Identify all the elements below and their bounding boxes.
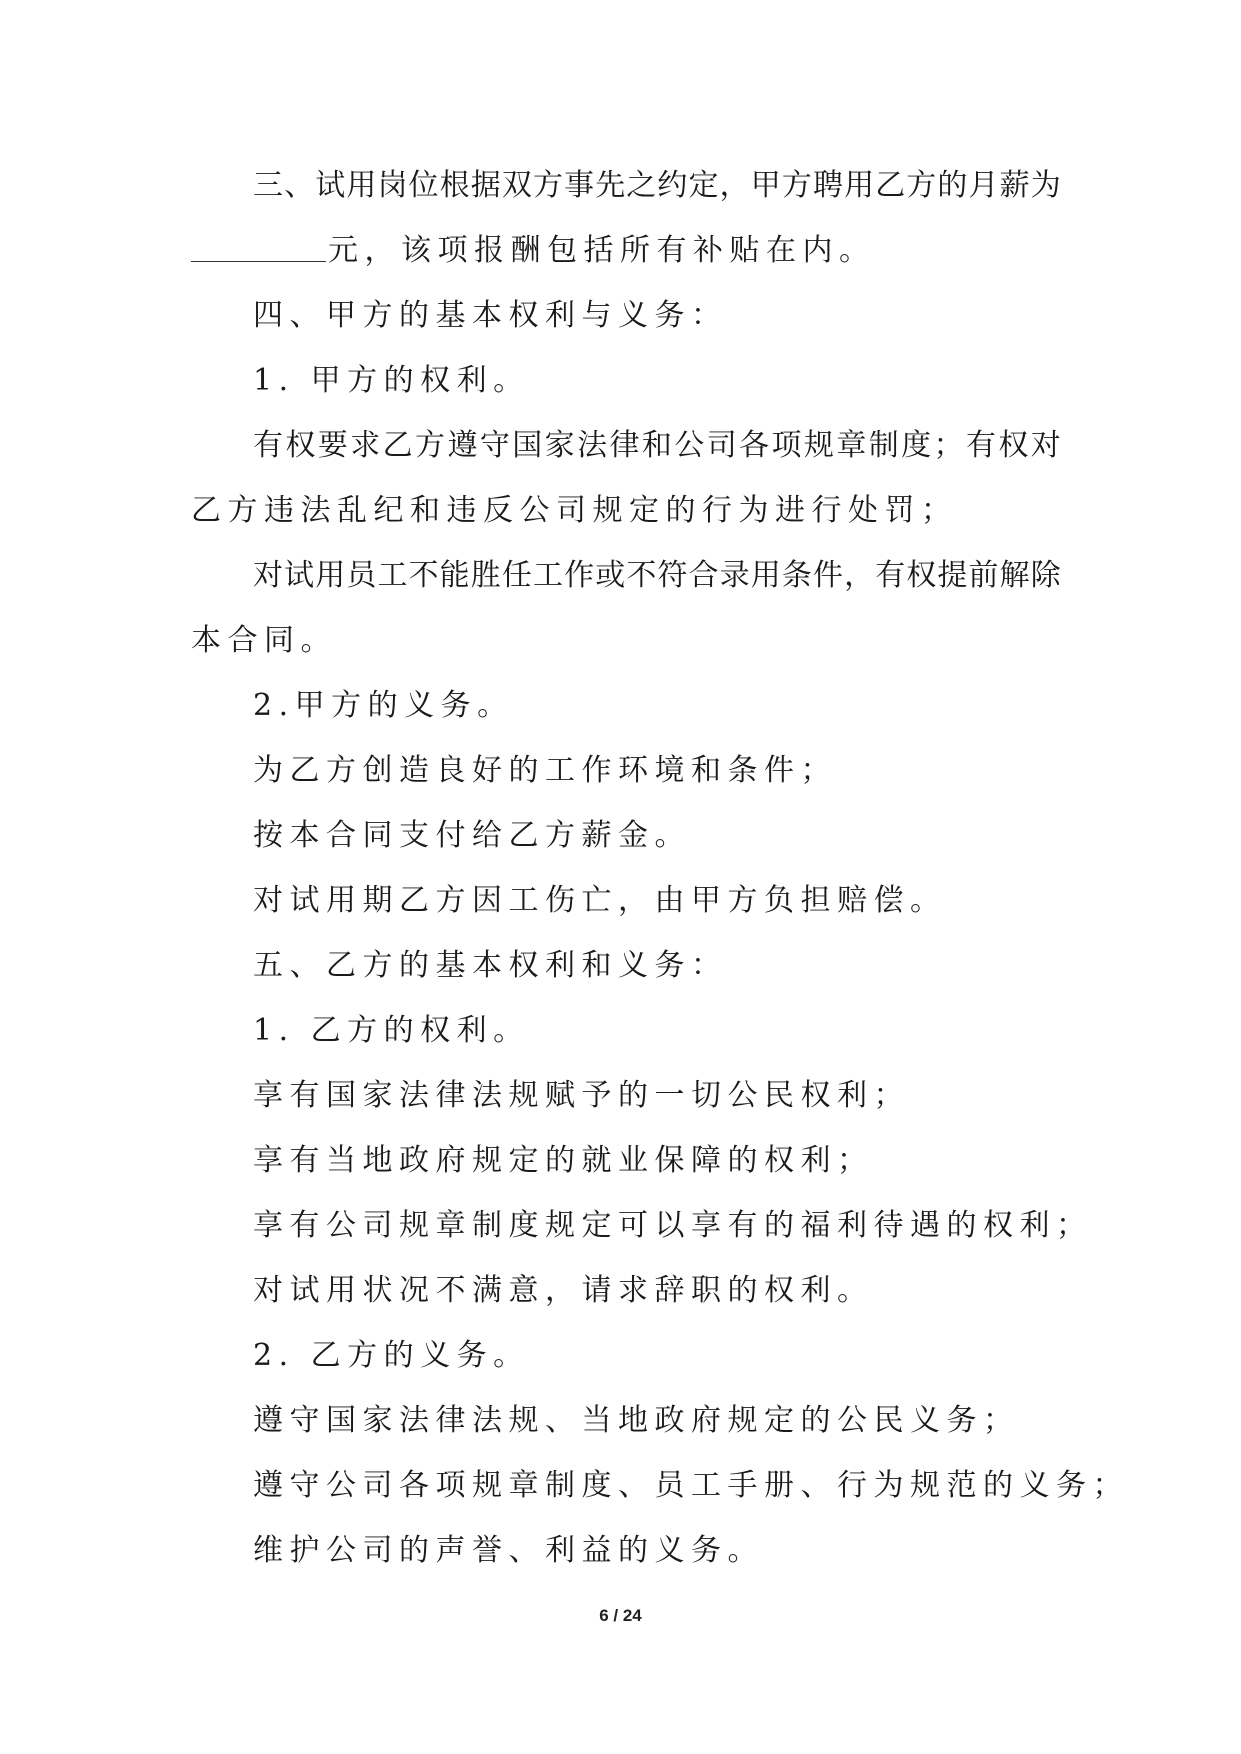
text-char: 用 — [346, 168, 377, 203]
text-char: 前 — [968, 558, 999, 593]
text-char: 双 — [501, 168, 532, 203]
list-item: 享有当地政府规定的就业保障的权利； — [253, 1143, 874, 1178]
text-char: 甲 — [750, 168, 781, 203]
text-char: 定 — [688, 168, 719, 203]
text-char: 条 — [781, 558, 812, 593]
subheading-party-a-duties: 2.甲方的义务。 — [253, 688, 514, 723]
text-char: 薪 — [999, 168, 1030, 203]
text-char: 月 — [968, 168, 999, 203]
text-char: 不 — [408, 558, 439, 593]
text-char: ； — [933, 428, 964, 463]
text-char: 为 — [1030, 168, 1061, 203]
text-char: 聘 — [812, 168, 843, 203]
paragraph-salary-line1 — [191, 153, 1061, 218]
paragraph-right-to-require-line1 — [191, 413, 1061, 478]
text-char: 工 — [532, 558, 563, 593]
list-item: 享有公司规章制度规定可以享有的福利待遇的权利； — [253, 1208, 1093, 1243]
subheading-party-b-duties: 2. 乙方的义务。 — [253, 1338, 530, 1373]
text-char: 要 — [317, 428, 348, 463]
text-char: 各 — [739, 428, 770, 463]
text-char: 合 — [688, 558, 719, 593]
list-item: 按本合同支付给乙方薪金。 — [253, 818, 691, 853]
text-char: 位 — [408, 168, 439, 203]
text-char: 和 — [641, 428, 672, 463]
subheading-party-b-rights: 1. 乙方的权利。 — [253, 1013, 530, 1048]
text-char: 用 — [315, 558, 346, 593]
text-char: 不 — [626, 558, 657, 593]
text-char: 对 — [253, 558, 283, 593]
text-char: 方 — [532, 168, 563, 203]
text-char: 制 — [868, 428, 899, 463]
text-char: 求 — [350, 428, 381, 463]
text-char: 方 — [906, 168, 937, 203]
text-char: 据 — [470, 168, 501, 203]
text-char: 试 — [315, 168, 346, 203]
list-item: 对试用状况不满意，请求辞职的权利。 — [253, 1273, 874, 1308]
text-char: 之 — [626, 168, 657, 203]
list-item: 为乙方创造良好的工作环境和条件； — [253, 753, 837, 788]
text-char: 约 — [657, 168, 688, 203]
text-char: 权 — [998, 428, 1029, 463]
list-item: 维护公司的声誉、利益的义务。 — [253, 1533, 764, 1568]
paragraph-salary-line2: 元，该项报酬包括所有补贴在内。 — [191, 218, 1061, 283]
text-char: 乙 — [382, 428, 413, 463]
text-char: 有 — [253, 428, 283, 463]
text-char: 工 — [377, 558, 408, 593]
text-char: 章 — [836, 428, 867, 463]
text-char: 作 — [564, 558, 595, 593]
text-char: 律 — [609, 428, 640, 463]
text-char: 规 — [803, 428, 834, 463]
text-char: 守 — [479, 428, 510, 463]
text-char: ， — [719, 168, 750, 203]
text-char: 用 — [750, 558, 781, 593]
text-char: 件 — [812, 558, 843, 593]
list-item: 对试用期乙方因工伤亡，由甲方负担赔偿。 — [253, 883, 947, 918]
list-item: 享有国家法律法规赋予的一切公民权利； — [253, 1078, 910, 1113]
text-char: 对 — [1030, 428, 1061, 463]
text-char: 法 — [577, 428, 608, 463]
text-char: ， — [844, 558, 875, 593]
text-char: 有 — [965, 428, 996, 463]
text-char: 遵 — [447, 428, 478, 463]
text-char: 权 — [906, 558, 937, 593]
text-char: 方 — [781, 168, 812, 203]
text-char: 除 — [1030, 558, 1061, 593]
text-char: 、 — [284, 168, 315, 203]
text-char: 的 — [937, 168, 968, 203]
text-char: 事 — [564, 168, 595, 203]
text-char: 有 — [875, 558, 906, 593]
text-char: 三 — [253, 168, 283, 203]
text-char: 方 — [415, 428, 446, 463]
text-char: 试 — [284, 558, 315, 593]
text-char: 先 — [595, 168, 626, 203]
paragraph-right-to-terminate-line1 — [191, 543, 1061, 608]
list-item: 遵守国家法律法规、当地政府规定的公民义务； — [253, 1403, 1020, 1438]
text-char: 或 — [595, 558, 626, 593]
heading-party-a-rights-duties: 四、甲方的基本权利与义务： — [253, 298, 728, 333]
text-char: 能 — [439, 558, 470, 593]
text-char: 用 — [844, 168, 875, 203]
heading-party-b-rights-duties: 五、乙方的基本权利和义务： — [253, 948, 728, 983]
text-char: 权 — [285, 428, 316, 463]
text-char: 解 — [999, 558, 1030, 593]
text-char: 度 — [901, 428, 932, 463]
salary-amount-blank[interactable] — [191, 227, 326, 262]
text-char: 司 — [706, 428, 737, 463]
text-char: 国 — [512, 428, 543, 463]
paragraph-right-to-require-line2: 乙方违法乱纪和违反公司规定的行为进行处罚； — [191, 493, 958, 528]
document-body — [191, 153, 1129, 1583]
text-char: 胜 — [470, 558, 501, 593]
paragraph-right-to-terminate-line2: 本合同。 — [191, 623, 337, 658]
text-char: 提 — [937, 558, 968, 593]
text-char: 符 — [657, 558, 688, 593]
text-char: 岗 — [377, 168, 408, 203]
subheading-party-a-rights: 1. 甲方的权利。 — [253, 363, 530, 398]
text-char: 任 — [501, 558, 532, 593]
list-item: 遵守公司各项规章制度、员工手册、行为规范的义务； — [253, 1468, 1129, 1503]
text-char: 项 — [771, 428, 802, 463]
text-char: 公 — [674, 428, 705, 463]
text-char: 录 — [719, 558, 750, 593]
text-char: 根 — [439, 168, 470, 203]
text-char: 乙 — [875, 168, 906, 203]
text-char: 家 — [544, 428, 575, 463]
page-number: 6 / 24 — [599, 1606, 642, 1625]
text-char: 员 — [346, 558, 377, 593]
